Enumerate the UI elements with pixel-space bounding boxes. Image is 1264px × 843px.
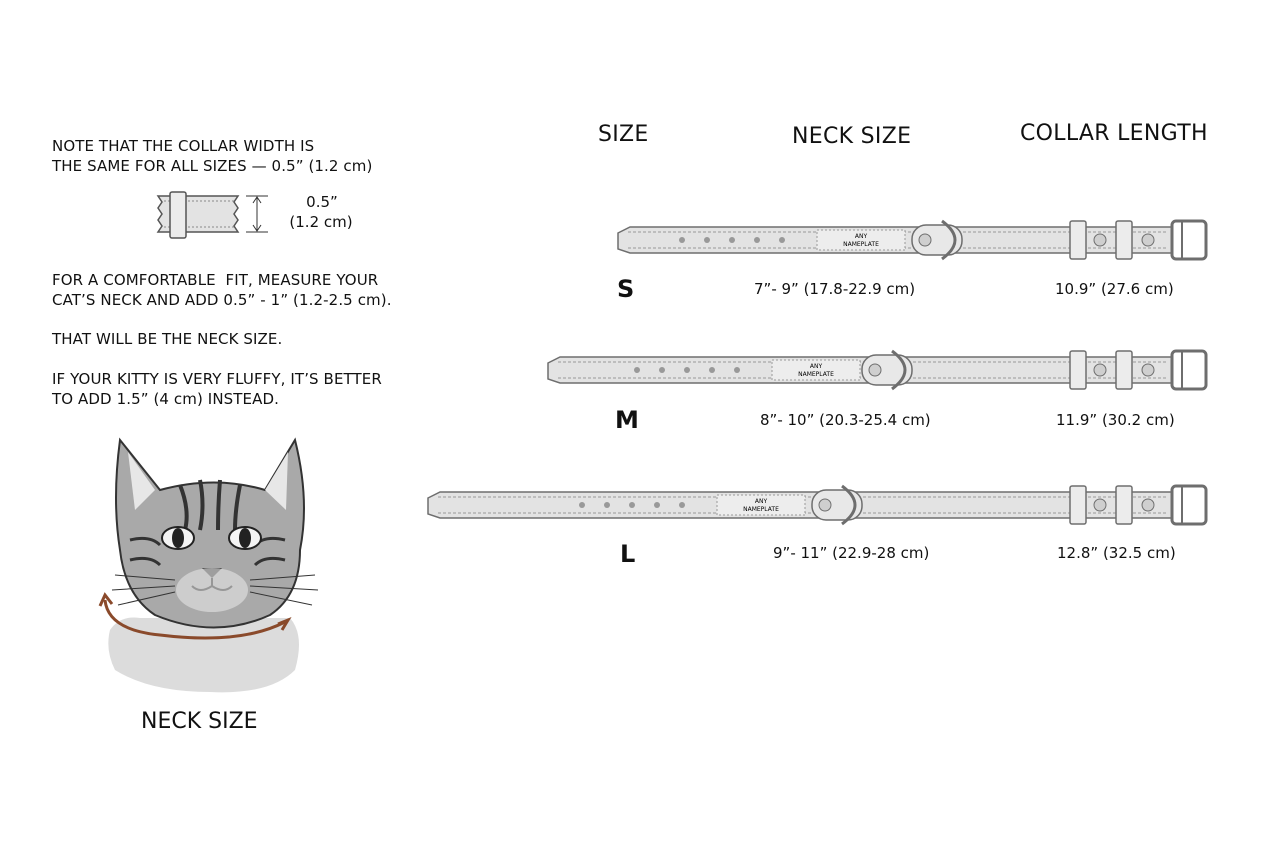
collar-length-m: 11.9” (30.2 cm) — [1056, 411, 1175, 429]
cat-illustration — [100, 430, 330, 700]
collar-length-l: 12.8” (32.5 cm) — [1057, 544, 1176, 562]
neck-size-l: 9”- 11” (22.9-28 cm) — [773, 544, 930, 562]
nameplate-line-2: NAMEPLATE — [798, 371, 834, 378]
collar-width-note: NOTE THAT THE COLLAR WIDTH IS THE SAME FOR ALL SIZES — 0.5” (1.2 cm) — [52, 137, 373, 175]
header-size: SIZE — [598, 122, 649, 147]
neck-size-s: 7”- 9” (17.8-22.9 cm) — [754, 280, 916, 298]
neck-size-m: 8”- 10” (20.3-25.4 cm) — [760, 411, 931, 429]
size-label-s: S — [617, 275, 635, 303]
nameplate-line-2: NAMEPLATE — [743, 506, 779, 513]
nameplate — [817, 230, 905, 250]
width-cm: (1.2 cm) — [289, 213, 353, 231]
nameplate-line-1: ANY — [754, 498, 768, 505]
size-label-l: L — [620, 540, 636, 568]
collar-medium-illustration — [542, 345, 1212, 405]
neck-size-caption: NECK SIZE — [141, 709, 258, 734]
nameplate — [772, 360, 860, 380]
collar-small-illustration — [612, 215, 1212, 275]
nameplate — [717, 495, 805, 515]
fluffy-note: IF YOUR KITTY IS VERY FLUFFY, IT’S BETTER TO ADD 1.5” (4 cm) INSTEAD. — [52, 370, 382, 408]
collar-large-illustration — [422, 480, 1212, 540]
header-neck-size: NECK SIZE — [792, 124, 912, 149]
collar-length-s: 10.9” (27.6 cm) — [1055, 280, 1174, 298]
neck-size-note: THAT WILL BE THE NECK SIZE. — [52, 330, 283, 348]
collar-width-diagram — [150, 190, 270, 240]
header-collar-length: COLLAR LENGTH — [1020, 121, 1208, 146]
nameplate-line-1: ANY — [809, 363, 823, 370]
size-label-m: M — [615, 406, 639, 434]
nameplate-line-2: NAMEPLATE — [843, 241, 879, 248]
fit-note: FOR A COMFORTABLE FIT, MEASURE YOUR CAT’S NECK AND ADD 0.5” - 1” (1.2-2.5 cm). — [52, 271, 392, 309]
nameplate-line-1: ANY — [854, 233, 868, 240]
width-inches: 0.5” — [306, 193, 338, 211]
